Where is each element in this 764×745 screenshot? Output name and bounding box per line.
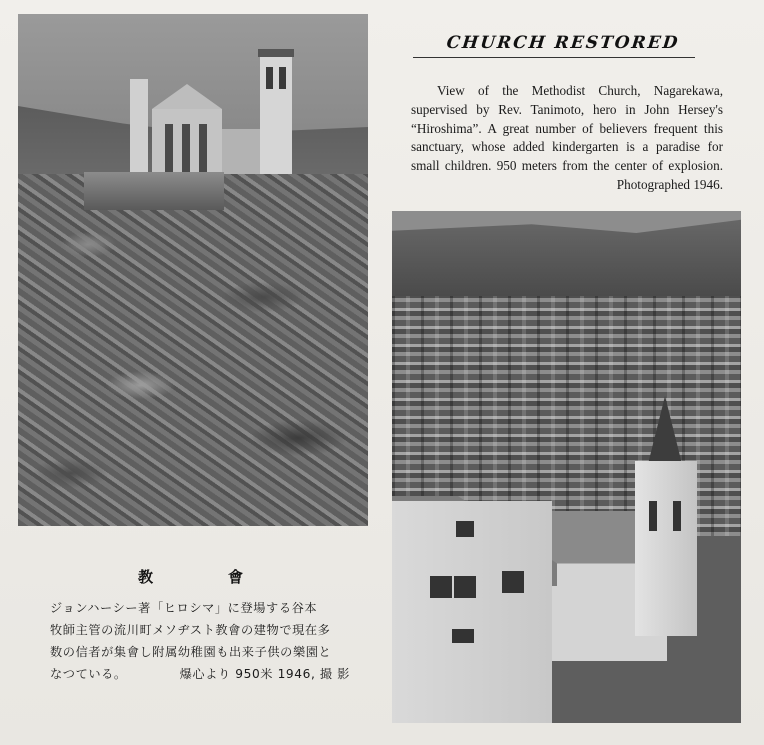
- window: [456, 521, 474, 537]
- caption-japanese: [50, 597, 350, 685]
- ruined-wall: [84, 172, 224, 210]
- caption-japanese-line: 数の信者が集會し附属幼稚園も出来子供の樂園と: [50, 645, 332, 659]
- headline-rule: [413, 57, 695, 58]
- japanese-title-char: 教: [138, 568, 154, 586]
- tower-window: [649, 501, 657, 531]
- window: [502, 571, 524, 593]
- caption-japanese-last-line: [50, 663, 350, 685]
- rubble: [18, 174, 368, 526]
- caption-japanese-line-end: なつている。: [50, 667, 127, 681]
- window: [430, 576, 452, 598]
- photo-credit: 爆心より 950米 1946, 撮 影: [179, 667, 350, 681]
- window: [454, 576, 476, 598]
- ruined-church: [130, 49, 295, 184]
- caption-english: View of the Methodist Church, Nagarekawa, supervised by Rev. Tanimoto, hero in John Hersey's “Hiroshima”. A great number of believers frequent this sanctuary, whose added kindergarten is a paradise for small children. 950 meters from the center of explosion. Photographed 1946.: [411, 83, 723, 192]
- caption-japanese-line: ジョンハーシー著「ヒロシマ」に登場する谷本: [50, 601, 318, 615]
- ruins-photo: [18, 14, 368, 526]
- caption-japanese-line: 牧師主管の流川町メソヂスト教會の建物で現在多: [50, 623, 331, 637]
- headline: CHURCH RESTORED: [445, 33, 681, 53]
- kindergarten-hall: [392, 501, 552, 723]
- japanese-title-char: 會: [228, 568, 244, 586]
- window: [452, 629, 474, 643]
- church-tower: [635, 461, 697, 636]
- church-photo: [392, 211, 741, 723]
- tower-window: [673, 501, 681, 531]
